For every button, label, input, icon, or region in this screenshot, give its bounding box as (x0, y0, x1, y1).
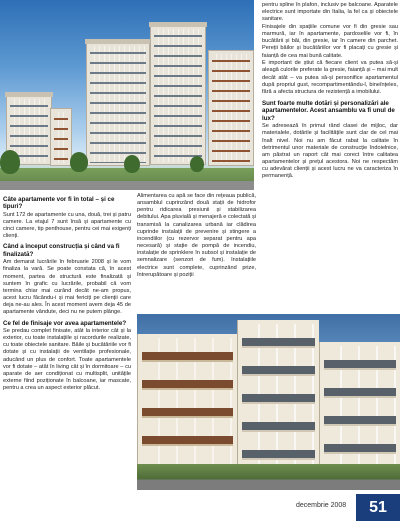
paragraph: Am demarat lucrările în februarie 2008 și le vom finaliza la vară. Se poate constata că, în acest moment, partea de structură este finalizată și suntem în grafic cu lucrările, probabil că vom termina chiar mai curând decât ne-am propus, acest lucru făcându-i și mai fericiți pe clienții care deja ne-au ales. În acest moment avem deja 45 de apartamente vândute, deci nu ne putem plânge. (3, 259, 131, 316)
building-closeup-rendering (137, 314, 400, 490)
paragraph: Alimentarea cu apă se face din rețeaua publică, ansamblul cuprinzând două stații de hidrofor pentru ridicarea presiunii și stabilizarea debitului. Apa pluvială și menajeră e colectată și transmisă la canalizarea urbană iar clădirea cuprinde instalații de prevenire și stingere a incendiilor (cu rezervor separat pentru apa necesară) și stație de pompă de incendiu, instalație de sprinklere în subsol și instalație de semnalizare (senzori de fum). Instalațiile electrice sunt complete, cuprinzând prize, întrerupătoare și poziții (137, 193, 256, 278)
paragraph: Finisajele din spațiile comune vor fi din gresie sau marmură, iar în apartamente, pardoselile vor fi, în bucătării și băi, din gresie, iar în camere din parchet. Pereții băilor și bucătăriilor vor fi placați cu gresie și faianță de cea mai bună calitate. (262, 23, 398, 59)
rendering-street (137, 464, 400, 490)
tree (124, 155, 140, 173)
article-column-middle (137, 193, 256, 279)
building-far-right (208, 50, 254, 166)
question-heading: Sunt foarte multe dotări și personalizări ale apartamentelor. Acest ansamblu va fi unul de lux? (262, 100, 395, 122)
paragraph: Se adresează în primul rând clasei de mijloc, dar materialele, dotările și facilitățile sunt clar de cel mai înalt nivel. Noi nu am făcut rabat la calitate în detrimentul unor materiale de construcție îndoielnice, am păstrat un raport cât mai corect între calitatea apartamentelor și prețul acestora. Noi ne respectăm cu adevărat clienții și acest lucru ne va caracteriza în permanență. (262, 123, 398, 180)
article-column-left (3, 193, 131, 393)
paragraph: Sunt 172 de apartamente cu una, două, trei și patru camere. La etajul 7 sunt însă și apartamente cu cinci camere, tip penthouse, pentru cei mai exigenți clienți. (3, 211, 131, 240)
article-column-right-top (262, 2, 398, 181)
paragraph: Se predau complet finisate, atât la interior cât și la exterior, cu toate instalațiile și racordurile realizate, cu toate obiectele sanitare. Băile și bucătăriile vor fi dotate și cu instalații de ventilație profesionale, aducând un plus de confort. Toate apartamentele vor fi dotate – atât în living cât și în dormitoare – cu aparate de aer condiționat cu multisplit, unitățile externe fiind poziționate în balcoane, iar mascate, pentru a crea un aspect exterior plăcut. (3, 327, 131, 392)
tree (0, 150, 20, 174)
issue-date: decembrie 2008 (296, 502, 347, 509)
paragraph: pentru spline în plafon, inclusiv pe balcoane. Aparatele electrice sunt importate din Italia, la fel ca și obiectele sanitare. (262, 2, 398, 23)
page-number: 51 (369, 498, 387, 516)
tree (190, 156, 204, 172)
hero-road (0, 181, 254, 190)
tree (70, 152, 88, 172)
question-heading: Când a început construcția și când va fi finalizată? (3, 243, 120, 258)
page-number-box (356, 494, 400, 521)
question-heading: Ce fel de finisaje vor avea apartamentele? (3, 319, 127, 327)
hero-building-rendering (0, 0, 254, 190)
building-small-left (50, 108, 72, 166)
building-center (86, 42, 150, 166)
building-right (150, 25, 206, 165)
paragraph: E important de știut că fiecare client va putea să-și aleagă culorile preferate la gresie, faianță și – mai mult decât atât – va putea să-și personifice apartamentul după propriul gust, recompartimentându-l, bineînțeles, fără a afecta structura de rezistență a imobilului. (262, 60, 398, 95)
question-heading: Câte apartamente vor fi în total – și ce tipuri? (3, 196, 115, 211)
